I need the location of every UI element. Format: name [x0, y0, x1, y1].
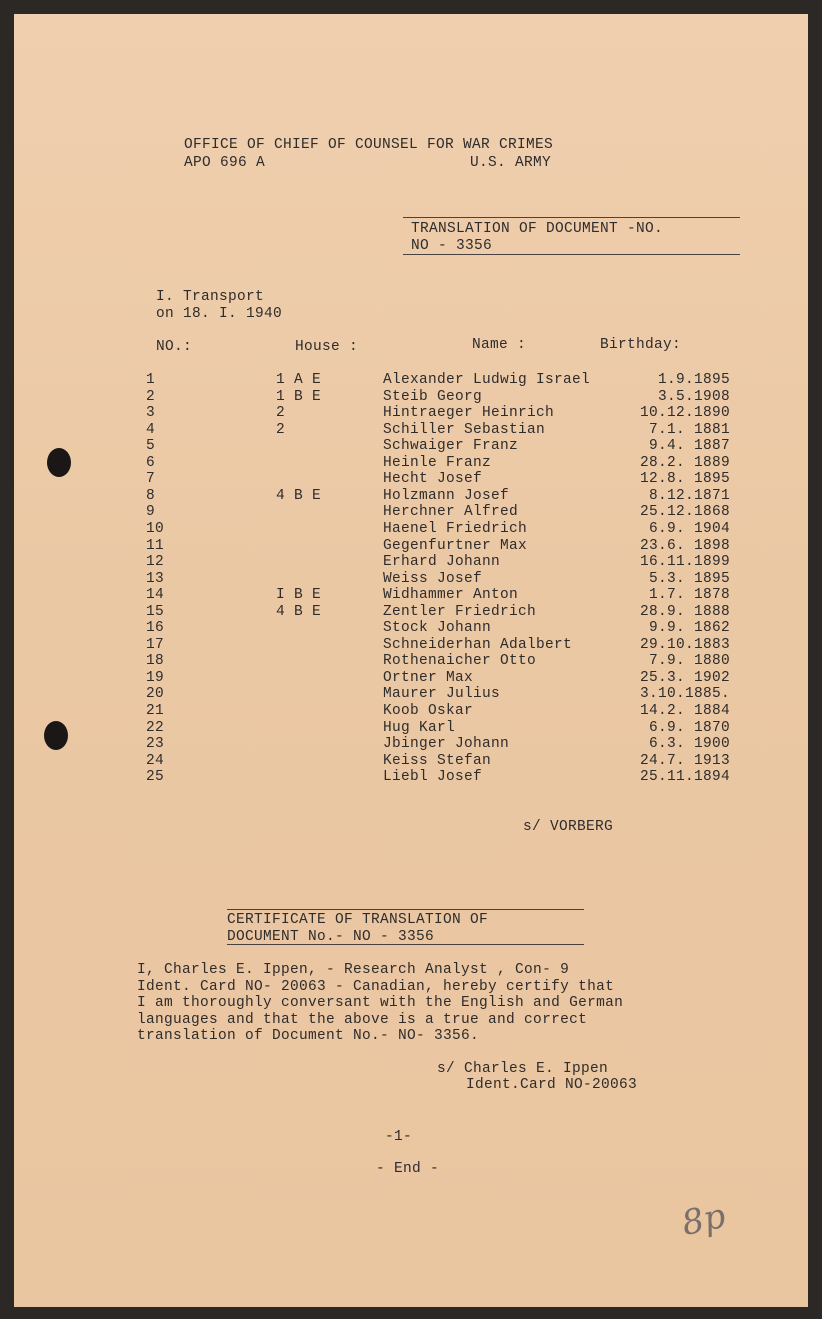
row-birthday: 5.3. 1895 [648, 570, 730, 587]
certificate-body: I, Charles E. Ippen, - Research Analyst , Con- 9 Ident. Card NO- 20063 - Canadian, hereby certify that I am thoroughly conversant with the English and German languages and that the above is a true and correct translation of Document No.- NO- 3356. [137, 962, 624, 1044]
row-name: Widhammer Anton [383, 587, 519, 604]
row-number: 22 [146, 719, 165, 736]
row-birthday: 6.9. 1904 [648, 520, 730, 537]
transport-title: I. Transport [156, 289, 265, 305]
translator-signature: s/ Charles E. Ippen [437, 1061, 609, 1077]
row-birthday: 14.2. 1884 [639, 703, 730, 719]
certificate-rule-bottom [227, 944, 584, 945]
transport-date: on 18. I. 1940 [156, 306, 283, 322]
translator-id: Ident.Card NO-20063 [466, 1077, 638, 1093]
certificate-title: CERTIFICATE OF TRANSLATION OF [227, 912, 489, 928]
column-header-house: House : [295, 339, 359, 355]
row-birthday: 6.9. 1870 [648, 719, 730, 736]
table-row [0, 604, 822, 620]
row-birthday: 9.4. 1887 [648, 438, 730, 455]
row-birthday: 25.3. 1902 [639, 669, 730, 686]
row-number: 16 [146, 620, 165, 637]
row-number: 13 [146, 570, 165, 587]
row-number: 10 [146, 520, 165, 537]
row-house: I B E [276, 587, 322, 604]
row-birthday: 25.11.1894 [639, 769, 730, 786]
row-number: 20 [146, 686, 165, 703]
page-number: -1- [385, 1129, 413, 1145]
column-header-no: NO.: [156, 339, 193, 355]
table-row [0, 653, 822, 669]
table-row [0, 769, 822, 785]
table-row [0, 620, 822, 636]
row-name: Schneiderhan Adalbert [383, 636, 573, 653]
row-number: 5 [146, 438, 156, 455]
row-name: Hug Karl [383, 719, 456, 736]
column-header-birthday: Birthday: [600, 337, 682, 353]
table-row [0, 455, 822, 471]
row-name: Rothenaicher Otto [383, 653, 537, 670]
table-row [0, 670, 822, 686]
column-header-name: Name : [472, 337, 527, 353]
row-birthday: 8.12.1871 [648, 487, 730, 504]
row-birthday: 12.8. 1895 [639, 471, 730, 488]
row-number: 11 [146, 537, 165, 554]
row-name: Haenel Friedrich [383, 520, 528, 537]
row-name: Zentler Friedrich [383, 603, 537, 620]
row-number: 1 [146, 372, 156, 388]
row-number: 14 [146, 587, 165, 604]
table-row [0, 720, 822, 736]
row-birthday: 6.3. 1900 [648, 736, 730, 753]
table-row [0, 471, 822, 487]
row-number: 21 [146, 703, 165, 719]
row-name: Stock Johann [383, 620, 492, 637]
row-name: Hintraeger Heinrich [383, 405, 555, 422]
row-number: 4 [146, 421, 156, 438]
row-birthday: 7.9. 1880 [648, 653, 730, 670]
table-row [0, 438, 822, 454]
row-name: Koob Oskar [383, 703, 474, 719]
table-row [0, 554, 822, 570]
certificate-document: DOCUMENT No.- NO - 3356 [227, 929, 435, 945]
row-name: Liebl Josef [383, 769, 483, 786]
row-number: 2 [146, 388, 156, 405]
translation-title: TRANSLATION OF DOCUMENT -NO. [411, 221, 664, 237]
row-birthday: 9.9. 1862 [648, 620, 730, 637]
table-row [0, 372, 822, 388]
handwritten-mark: 8p [678, 1195, 730, 1245]
row-birthday: 28.2. 1889 [639, 454, 730, 471]
row-name: Hecht Josef [383, 471, 483, 488]
row-name: Heinle Franz [383, 454, 492, 471]
signed-by: s/ VORBERG [523, 819, 614, 835]
translation-rule-bottom [403, 254, 740, 255]
row-number: 19 [146, 669, 165, 686]
table-row [0, 405, 822, 421]
row-name: Maurer Julius [383, 686, 501, 703]
office-line-1: OFFICE OF CHIEF OF COUNSEL FOR WAR CRIMES [184, 137, 554, 153]
row-house: 2 [276, 421, 286, 438]
row-name: Weiss Josef [383, 570, 483, 587]
table-row [0, 703, 822, 719]
end-mark: - End - [376, 1161, 440, 1177]
row-birthday: 29.10.1883 [639, 636, 730, 653]
row-birthday: 7.1. 1881 [648, 421, 730, 438]
row-number: 9 [146, 504, 156, 521]
row-name: Erhard Johann [383, 554, 501, 571]
row-birthday: 10.12.1890 [639, 405, 730, 422]
row-name: Holzmann Josef [383, 487, 510, 504]
row-house: 2 [276, 405, 286, 422]
row-number: 8 [146, 487, 156, 504]
row-name: Steib Georg [383, 388, 483, 405]
row-house: 1 B E [276, 388, 322, 405]
table-row [0, 488, 822, 504]
row-name: Alexander Ludwig Israel [383, 372, 591, 388]
row-number: 6 [146, 454, 156, 471]
table-row [0, 637, 822, 653]
row-name: Keiss Stefan [383, 752, 492, 769]
table-row [0, 736, 822, 752]
translation-rule-top [403, 217, 740, 218]
row-name: Herchner Alfred [383, 504, 519, 521]
table-row [0, 504, 822, 520]
row-birthday: 24.7. 1913 [639, 752, 730, 769]
row-house: 1 A E [276, 372, 322, 388]
table-row [0, 521, 822, 537]
row-birthday: 1.9.1895 [657, 372, 730, 388]
row-number: 7 [146, 471, 156, 488]
row-name: Jbinger Johann [383, 736, 510, 753]
row-birthday: 1.7. 1878 [648, 587, 730, 604]
row-name: Schiller Sebastian [383, 421, 546, 438]
row-birthday: 23.6. 1898 [639, 537, 730, 554]
row-birthday: 28.9. 1888 [639, 603, 730, 620]
row-number: 18 [146, 653, 165, 670]
row-birthday: 16.11.1899 [639, 554, 730, 571]
certificate-rule-top [227, 909, 584, 910]
table-row [0, 753, 822, 769]
table-row [0, 422, 822, 438]
row-name: Ortner Max [383, 669, 474, 686]
row-house: 4 B E [276, 487, 322, 504]
office-army: U.S. ARMY [470, 155, 552, 171]
table-row [0, 538, 822, 554]
row-number: 15 [146, 603, 165, 620]
row-number: 25 [146, 769, 165, 786]
row-number: 3 [146, 405, 156, 422]
row-number: 24 [146, 752, 165, 769]
row-number: 23 [146, 736, 165, 753]
row-name: Gegenfurtner Max [383, 537, 528, 554]
row-birthday: 25.12.1868 [639, 504, 730, 521]
row-house: 4 B E [276, 603, 322, 620]
row-number: 12 [146, 554, 165, 571]
translation-number: NO - 3356 [411, 238, 493, 254]
table-row [0, 686, 822, 702]
table-row [0, 587, 822, 603]
row-name: Schwaiger Franz [383, 438, 519, 455]
office-apo: APO 696 A [184, 155, 266, 171]
row-birthday: 3.10.1885. [639, 686, 730, 703]
table-row [0, 389, 822, 405]
table-row [0, 571, 822, 587]
row-birthday: 3.5.1908 [657, 388, 730, 405]
row-number: 17 [146, 636, 165, 653]
